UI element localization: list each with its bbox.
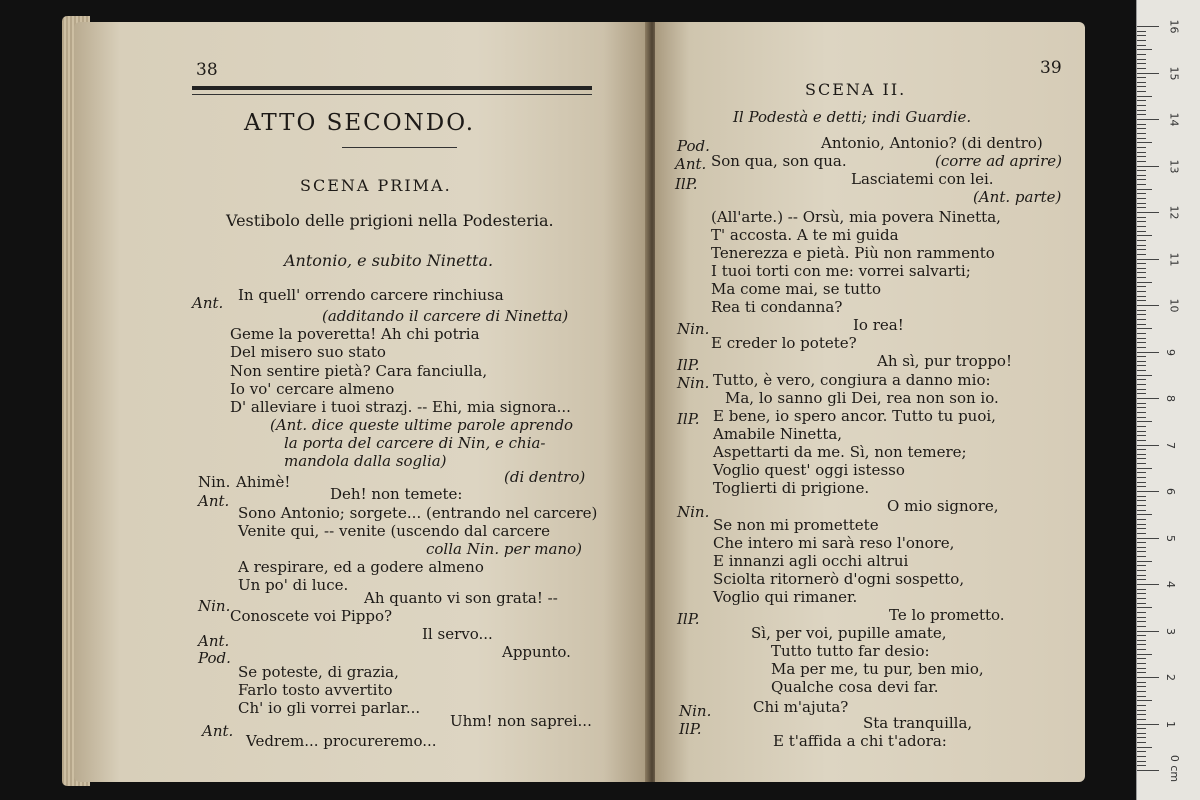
- ruler-tick: [1137, 231, 1146, 232]
- dialogue-line: Del misero suo stato: [230, 343, 386, 361]
- header-rule-thin: [192, 94, 592, 95]
- ruler-tick: [1137, 477, 1146, 478]
- ruler-tick: [1137, 407, 1146, 408]
- dialogue-line: Tenerezza e pietà. Più non rammento: [711, 244, 995, 262]
- ruler-tick: [1137, 565, 1146, 566]
- dialogue-line: E creder lo potete?: [711, 334, 857, 352]
- ruler-tick: [1137, 551, 1146, 552]
- speaker-label: Pod.: [198, 649, 231, 667]
- dialogue-line: Che intero mi sarà reso l'onore,: [713, 534, 955, 552]
- act-title: ATTO SECONDO.: [244, 110, 476, 136]
- ruler-tick: [1137, 361, 1146, 362]
- stage-direction: la porta del carcere di Nin, e chia-: [284, 434, 546, 452]
- ruler-label: 13: [1167, 159, 1181, 173]
- ruler-tick: [1137, 352, 1159, 353]
- ruler-tick: [1137, 454, 1146, 455]
- ruler-tick: [1137, 528, 1146, 529]
- dialogue-line: Un po' di luce.: [238, 576, 349, 594]
- dialogue-line: Uhm! non saprei...: [450, 712, 592, 730]
- speaker-label: Nin.: [677, 320, 710, 338]
- dialogue-line: Ma, lo sanno gli Dei, rea non son io.: [725, 389, 999, 407]
- ruler-tick: [1137, 710, 1146, 711]
- ruler-tick: [1137, 556, 1146, 557]
- dialogue-line: Farlo tosto avvertito: [238, 681, 393, 699]
- ruler-tick: [1137, 700, 1152, 701]
- ruler-tick: [1137, 658, 1146, 659]
- dialogue-line: Ah quanto vi son grata! --: [364, 589, 558, 607]
- ruler-tick: [1137, 63, 1146, 64]
- ruler-label: 1: [1164, 720, 1177, 728]
- ruler-tick: [1137, 547, 1146, 548]
- ruler-tick: [1137, 31, 1146, 32]
- ruler-tick: [1137, 35, 1146, 36]
- dialogue-line: Ah sì, pur troppo!: [877, 352, 1012, 370]
- ruler-tick: [1137, 245, 1146, 246]
- ruler-tick: [1137, 584, 1159, 585]
- ruler-tick: [1137, 77, 1146, 78]
- dialogue-line: Conoscete voi Pippo?: [230, 607, 393, 625]
- ruler-tick: [1137, 421, 1152, 422]
- ruler-tick: [1137, 277, 1146, 278]
- scene-characters: Antonio, e subito Ninetta.: [284, 251, 494, 270]
- ruler-tick: [1137, 45, 1146, 46]
- ruler-tick: [1137, 570, 1146, 571]
- ruler-tick: [1137, 644, 1146, 645]
- ruler-tick: [1137, 538, 1159, 539]
- ruler-tick: [1137, 370, 1146, 371]
- ruler-tick: [1137, 705, 1146, 706]
- ruler-tick: [1137, 152, 1146, 153]
- dialogue-line: Aspettarti da me. Sì, non temere;: [713, 443, 967, 461]
- ruler-tick: [1137, 300, 1146, 301]
- ruler-label: 14: [1167, 112, 1181, 127]
- ruler-tick: [1137, 561, 1152, 562]
- ruler-tick: [1137, 468, 1152, 469]
- dialogue-line: Geme la poveretta! Ah chi potria: [230, 325, 480, 343]
- ruler-tick: [1137, 286, 1146, 287]
- dialogue-line: Io rea!: [853, 316, 904, 334]
- ruler-tick: [1137, 649, 1146, 650]
- ruler-tick: [1137, 663, 1146, 664]
- ruler-label: 8: [1164, 395, 1177, 402]
- ruler-tick: [1137, 338, 1146, 339]
- ruler-tick: [1137, 472, 1146, 473]
- stage-direction: (Ant. parte): [973, 188, 1062, 206]
- ruler-tick: [1137, 542, 1146, 543]
- ruler-tick: [1137, 59, 1146, 60]
- ruler-label: 5: [1164, 534, 1177, 542]
- dialogue-line: Son qua, son qua.: [711, 152, 847, 170]
- speaker-label: IlP.: [677, 410, 700, 428]
- ruler-tick: [1137, 612, 1146, 613]
- ruler-tick: [1137, 319, 1146, 320]
- dialogue-line: Sì, per voi, pupille amate,: [751, 624, 947, 642]
- ruler-tick: [1137, 412, 1146, 413]
- dialogue-line: Ch' io gli vorrei parlar...: [238, 699, 421, 717]
- ruler-tick: [1137, 389, 1146, 390]
- ruler-tick: [1137, 240, 1146, 241]
- speaker-label: IlP.: [675, 175, 698, 193]
- speaker-label: Ant.: [192, 294, 224, 312]
- ruler-tick: [1137, 756, 1146, 757]
- ruler-tick: [1137, 259, 1159, 260]
- header-rule: [192, 86, 592, 90]
- ruler-unit-label: 0 cm: [1168, 754, 1182, 783]
- ruler-tick: [1137, 398, 1159, 399]
- ruler-tick: [1137, 119, 1159, 120]
- ruler-tick: [1137, 598, 1146, 599]
- ruler-tick: [1137, 500, 1146, 501]
- scene-setting: Vestibolo delle prigioni nella Podesteria.: [226, 211, 554, 230]
- ruler-label: 6: [1164, 488, 1177, 495]
- ruler-tick: [1137, 314, 1146, 315]
- ruler-tick: [1137, 221, 1146, 222]
- ruler-tick: [1137, 417, 1146, 418]
- ruler-tick: [1137, 514, 1152, 515]
- ruler-tick: [1137, 533, 1146, 534]
- ruler-tick: [1137, 668, 1146, 669]
- ruler-tick: [1137, 342, 1146, 343]
- speaker-label: IlP.: [677, 610, 700, 628]
- scene-characters: Il Podestà e detti; indi Guardie.: [733, 108, 972, 126]
- ruler-tick: [1137, 403, 1146, 404]
- ruler-tick: [1137, 393, 1146, 394]
- ruler-tick: [1137, 635, 1146, 636]
- ruler-tick: [1137, 505, 1146, 506]
- ruler-tick: [1137, 147, 1146, 148]
- ruler-tick: [1137, 324, 1146, 325]
- ruler-tick: [1137, 431, 1146, 432]
- speaker-label: Ant.: [198, 492, 230, 510]
- ruler-tick: [1137, 161, 1146, 162]
- stage-direction: (corre ad aprire): [935, 152, 1062, 170]
- ruler-tick: [1137, 440, 1146, 441]
- ruler-tick: [1137, 110, 1146, 111]
- dialogue-line: Appunto.: [502, 643, 571, 661]
- speaker-label: Ant.: [198, 632, 230, 650]
- ruler-tick: [1137, 747, 1152, 748]
- ruler-tick: [1137, 235, 1152, 236]
- dialogue-line: Ma come mai, se tutto: [711, 280, 881, 298]
- ruler-label: 11: [1167, 252, 1181, 266]
- ruler-tick: [1137, 96, 1152, 97]
- dialogue-line: Tutto, è vero, congiura a danno mio:: [713, 371, 991, 389]
- dialogue-line: Te lo prometto.: [889, 606, 1005, 624]
- dialogue-line: In quell' orrendo carcere rinchiusa: [238, 286, 504, 304]
- ruler-tick: [1137, 86, 1146, 87]
- ruler-tick: [1137, 728, 1146, 729]
- speaker-label: Nin.: [677, 374, 710, 392]
- ruler-tick: [1137, 333, 1146, 334]
- ruler-tick: [1137, 626, 1146, 627]
- ruler-tick: [1137, 73, 1159, 74]
- ruler-tick: [1137, 114, 1146, 115]
- ruler-tick: [1137, 347, 1146, 348]
- dialogue-line: E innanzi agli occhi altrui: [713, 552, 909, 570]
- ruler-tick: [1137, 742, 1146, 743]
- ruler-tick: [1137, 124, 1146, 125]
- stage-direction: (additando il carcere di Ninetta): [322, 307, 569, 325]
- ruler-tick: [1137, 654, 1152, 655]
- speaker-label: Nin.: [677, 503, 710, 521]
- ruler-tick: [1137, 133, 1146, 134]
- ruler-tick: [1137, 458, 1146, 459]
- ruler-tick: [1137, 631, 1159, 632]
- ruler-tick: [1137, 449, 1146, 450]
- ruler-tick: [1137, 142, 1152, 143]
- ruler-label: 2: [1164, 674, 1177, 681]
- dialogue-line: O mio signore,: [887, 497, 999, 515]
- ruler-tick: [1137, 379, 1146, 380]
- ruler-tick: [1137, 519, 1146, 520]
- ruler-tick: [1137, 272, 1146, 273]
- ruler-tick: [1137, 26, 1159, 27]
- speaker-label: Ant.: [202, 722, 234, 740]
- ruler-tick: [1137, 170, 1146, 171]
- ruler-tick: [1137, 82, 1146, 83]
- ruler-label: 12: [1167, 205, 1181, 220]
- ruler-label: 15: [1167, 66, 1181, 80]
- ruler-tick: [1137, 770, 1159, 771]
- ruler-tick: [1137, 207, 1146, 208]
- dialogue-line: Tutto tutto far desio:: [771, 642, 930, 660]
- ruler-label: 16: [1167, 19, 1181, 34]
- ruler-tick: [1137, 198, 1146, 199]
- stage-direction: colla Nin. per mano): [426, 540, 582, 558]
- dialogue-line: Voglio quest' oggi istesso: [713, 461, 905, 479]
- dialogue-line: Se non mi promettete: [713, 516, 879, 534]
- ruler-tick: [1137, 672, 1146, 673]
- ruler-tick: [1137, 268, 1146, 269]
- ruler-tick: [1137, 328, 1152, 329]
- ruler-tick: [1137, 510, 1146, 511]
- speaker-label: IlP.: [679, 720, 702, 738]
- ruler-tick: [1137, 463, 1146, 464]
- dialogue-line: Sono Antonio; sorgete... (entrando nel carcere): [238, 504, 598, 522]
- dialogue-line: Rea ti condanna?: [711, 298, 843, 316]
- ruler-tick: [1137, 175, 1146, 176]
- ruler-tick: [1137, 575, 1146, 576]
- speaker-label: Nin.: [198, 473, 231, 491]
- dialogue-line: E t'affida a chi t'adora:: [773, 732, 947, 750]
- open-book: [62, 8, 1092, 788]
- speaker-label: Nin.: [679, 702, 712, 720]
- ruler-tick: [1137, 365, 1146, 366]
- stage-direction: mandola dalla soglia): [284, 452, 447, 470]
- dialogue-line: Io vo' cercare almeno: [230, 380, 395, 398]
- dialogue-line: Lasciatemi con lei.: [851, 170, 994, 188]
- ruler-tick: [1137, 282, 1152, 283]
- ruler-tick: [1137, 677, 1159, 678]
- ruler-tick: [1137, 217, 1146, 218]
- ruler-tick: [1137, 49, 1152, 50]
- ruler-tick: [1137, 305, 1159, 306]
- ruler-tick: [1137, 91, 1146, 92]
- speaker-label: Pod.: [677, 137, 710, 155]
- ruler-tick: [1137, 296, 1146, 297]
- ruler-tick: [1137, 714, 1146, 715]
- ruler-tick: [1137, 751, 1146, 752]
- dialogue-line: Non sentire pietà? Cara fanciulla,: [230, 362, 488, 380]
- ruler-tick: [1137, 621, 1146, 622]
- ruler-tick: [1137, 482, 1146, 483]
- ruler-tick: [1137, 384, 1146, 385]
- ruler-tick: [1137, 719, 1146, 720]
- ruler-tick: [1137, 603, 1146, 604]
- dialogue-line: T' accosta. A te mi guida: [711, 226, 899, 244]
- ruler-tick: [1137, 40, 1146, 41]
- ruler-tick: [1137, 691, 1146, 692]
- ruler-tick: [1137, 138, 1146, 139]
- scene-title: SCENA PRIMA.: [300, 176, 452, 195]
- ruler-tick: [1137, 737, 1146, 738]
- ruler-tick: [1137, 435, 1146, 436]
- ruler-tick: [1137, 593, 1146, 594]
- ruler-label: 3: [1164, 627, 1177, 635]
- ruler-tick: [1137, 686, 1146, 687]
- ruler-tick: [1137, 496, 1146, 497]
- dialogue-line: Sciolta ritornerò d'ogni sospetto,: [713, 570, 965, 588]
- stage-direction: (Ant. dice queste ultime parole aprendo: [270, 416, 574, 434]
- ruler-tick: [1137, 589, 1146, 590]
- dialogue-line: Voglio qui rimaner.: [713, 588, 858, 606]
- ruler-tick: [1137, 486, 1146, 487]
- speaker-label: Ant.: [675, 155, 707, 173]
- ruler-tick: [1137, 156, 1146, 157]
- page-number: 39: [1040, 58, 1062, 78]
- ruler-tick: [1137, 617, 1146, 618]
- ruler-label: 9: [1164, 348, 1177, 356]
- ruler-tick: [1137, 310, 1146, 311]
- ruler-tick: [1137, 426, 1146, 427]
- ruler-tick: [1137, 761, 1146, 762]
- measurement-ruler: [1136, 0, 1200, 800]
- right-page: [655, 22, 1085, 782]
- ruler-label: 7: [1164, 441, 1177, 449]
- ruler-tick: [1137, 696, 1146, 697]
- ruler-tick: [1137, 166, 1159, 167]
- ruler-tick: [1137, 184, 1146, 185]
- ruler-tick: [1137, 445, 1159, 446]
- ruler-tick: [1137, 193, 1146, 194]
- dialogue-line: D' alleviare i tuoi strazj. -- Ehi, mia signora...: [230, 398, 571, 416]
- page-number: 38: [196, 60, 218, 80]
- speaker-label: IlP.: [677, 356, 700, 374]
- ruler-tick: [1137, 733, 1146, 734]
- ruler-label: 4: [1164, 581, 1177, 588]
- ruler-tick: [1137, 226, 1146, 227]
- ruler-tick: [1137, 291, 1146, 292]
- title-rule: [342, 147, 457, 148]
- dialogue-line: (All'arte.) -- Orsù, mia povera Ninetta,: [711, 208, 1001, 226]
- ruler-tick: [1137, 682, 1146, 683]
- ruler-label: 10: [1167, 298, 1181, 313]
- dialogue-line: Se poteste, di grazia,: [238, 663, 399, 681]
- ruler-tick: [1137, 105, 1146, 106]
- dialogue-line: Toglierti di prigione.: [713, 479, 870, 497]
- dialogue-line: Chi m'ajuta?: [753, 698, 849, 716]
- ruler-tick: [1137, 179, 1146, 180]
- ruler-tick: [1137, 640, 1146, 641]
- dialogue-line: Deh! non temete:: [330, 485, 463, 503]
- ruler-tick: [1137, 263, 1146, 264]
- dialogue-line: Qualche cosa devi far.: [771, 678, 939, 696]
- ruler-tick: [1137, 68, 1146, 69]
- ruler-tick: [1137, 203, 1146, 204]
- ruler-tick: [1137, 765, 1146, 766]
- ruler-tick: [1137, 212, 1159, 213]
- dialogue-line: Ma per me, tu pur, ben mio,: [771, 660, 984, 678]
- ruler-tick: [1137, 491, 1159, 492]
- dialogue-line: Il servo...: [422, 625, 493, 643]
- ruler-tick: [1137, 100, 1146, 101]
- ruler-tick: [1137, 579, 1146, 580]
- ruler-tick: [1137, 356, 1146, 357]
- ruler-tick: [1137, 249, 1146, 250]
- dialogue-line: E bene, io spero ancor. Tutto tu puoi,: [713, 407, 996, 425]
- ruler-tick: [1137, 54, 1146, 55]
- ruler-tick: [1137, 524, 1146, 525]
- dialogue-line: I tuoi torti con me: vorrei salvarti;: [711, 262, 971, 280]
- ruler-tick: [1137, 189, 1152, 190]
- stage-direction: (di dentro): [504, 468, 586, 486]
- scene-title: SCENA II.: [805, 80, 907, 99]
- speaker-label: Nin.: [198, 597, 231, 615]
- dialogue-line: Vedrem... procureremo...: [246, 732, 437, 750]
- dialogue-line: Amabile Ninetta,: [713, 425, 843, 443]
- ruler-tick: [1137, 607, 1152, 608]
- ruler-tick: [1137, 254, 1146, 255]
- ruler-tick: [1137, 375, 1152, 376]
- ruler-tick: [1137, 128, 1146, 129]
- dialogue-line: A respirare, ed a godere almeno: [238, 558, 484, 576]
- dialogue-line: Sta tranquilla,: [863, 714, 973, 732]
- dialogue-line: Antonio, Antonio? (di dentro): [821, 134, 1043, 152]
- dialogue-line: Ahimè!: [236, 473, 291, 491]
- dialogue-line: Venite qui, -- venite (uscendo dal carcere: [238, 522, 550, 540]
- left-page: [74, 22, 649, 782]
- ruler-tick: [1137, 724, 1159, 725]
